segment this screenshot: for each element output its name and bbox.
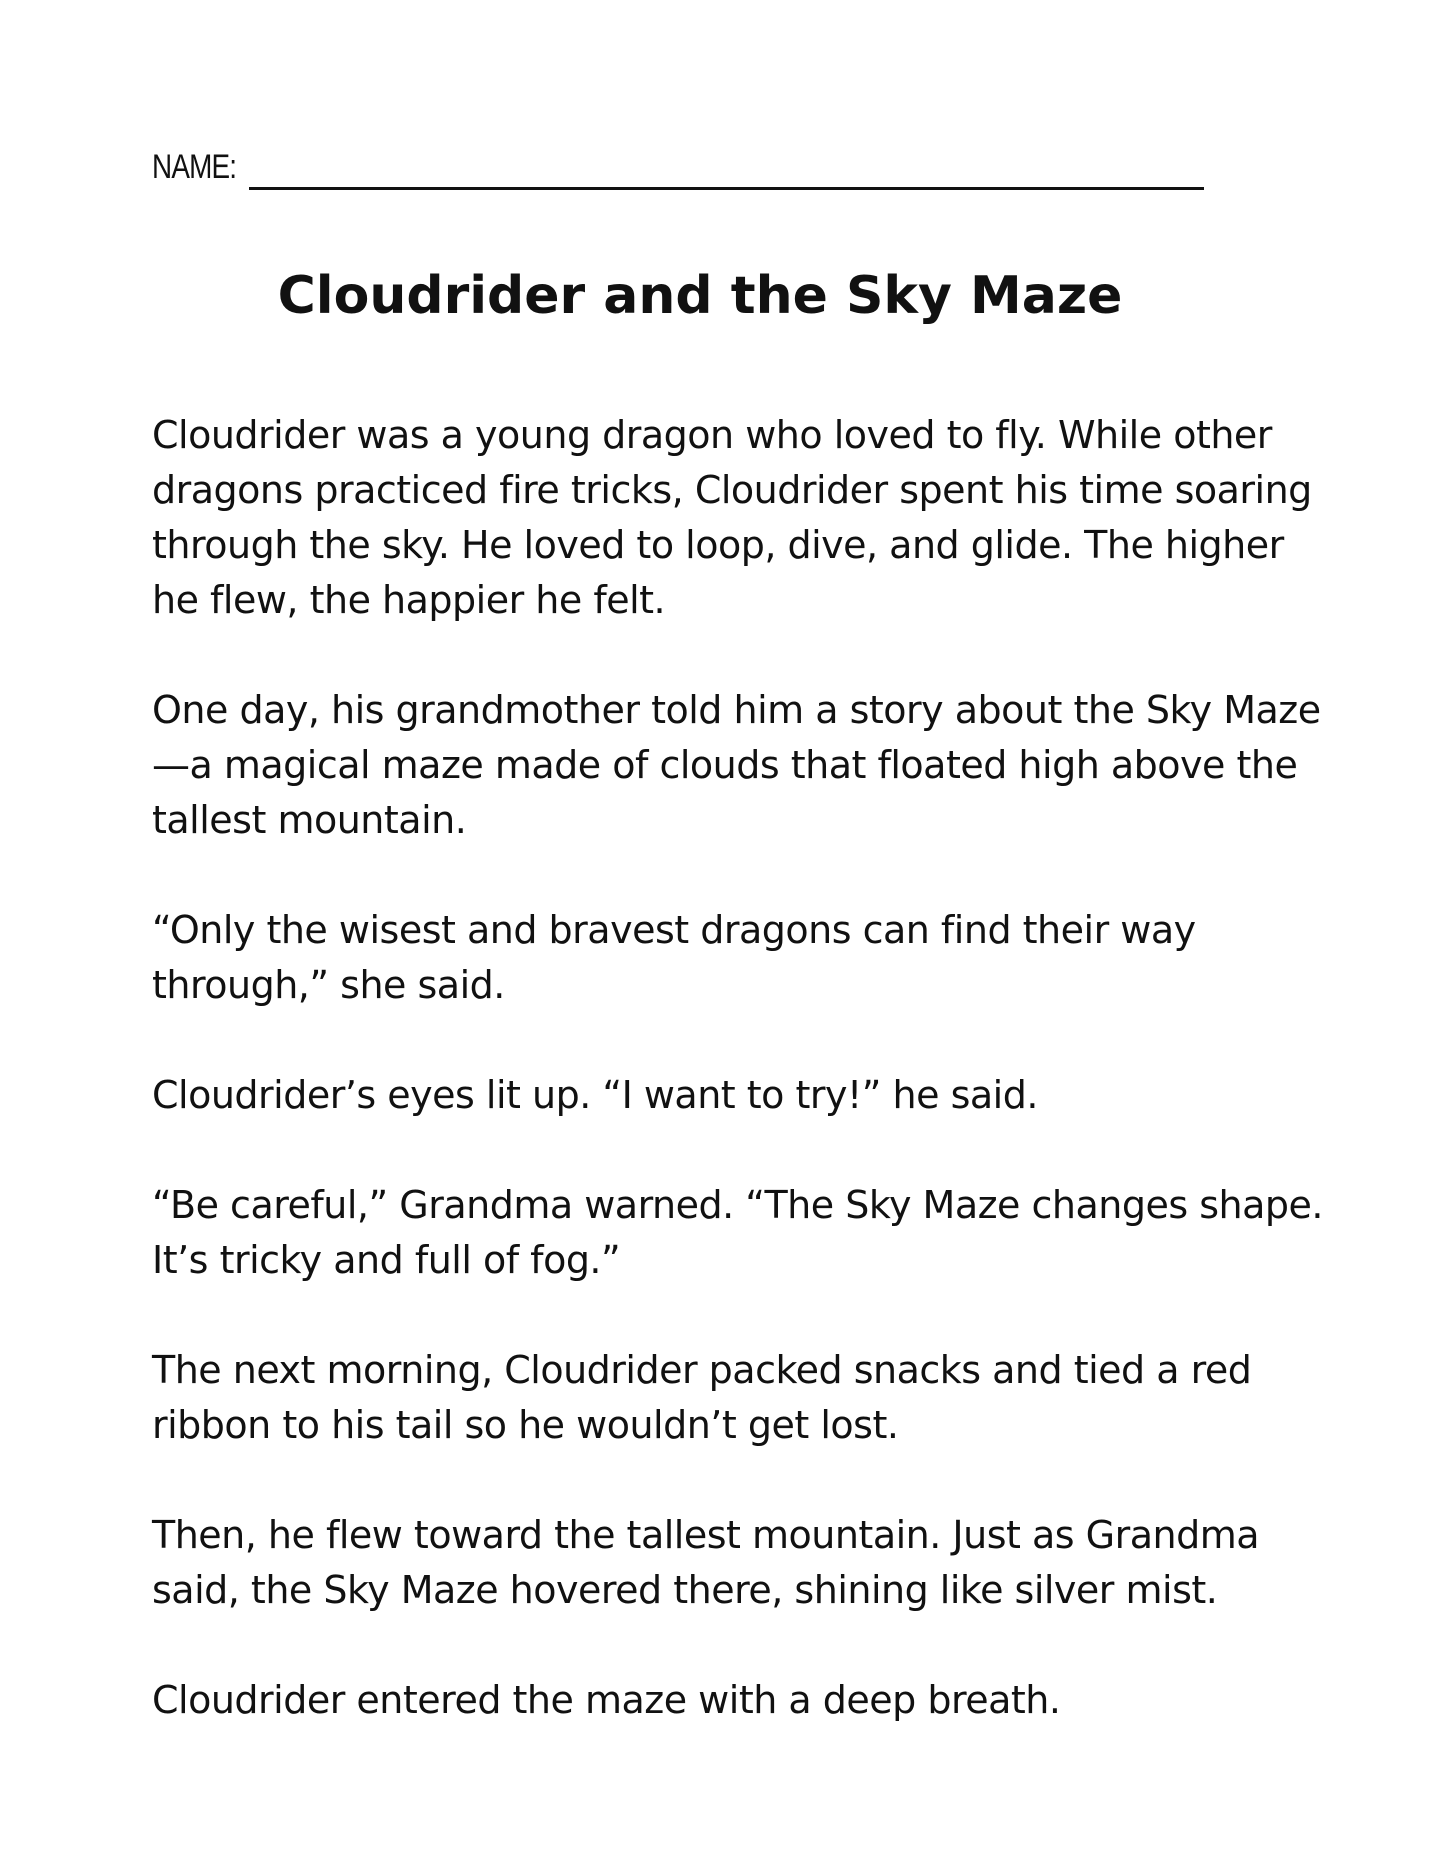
story-paragraph: “Be careful,” Grandma warned. “The Sky Maze changes shape. It’s tricky and full of fog.” <box>152 1183 1323 1282</box>
story-body <box>152 408 1327 1783</box>
name-blank-line[interactable] <box>249 187 1204 190</box>
story-paragraph: Cloudrider entered the maze with a deep breath. <box>152 1678 1061 1722</box>
story-paragraph: The next morning, Cloudrider packed snacks and tied a red ribbon to his tail so he wouldn’t get lost. <box>152 1348 1252 1447</box>
name-label: NAME: <box>152 148 237 186</box>
story-paragraph: Then, he flew toward the tallest mountain. Just as Grandma said, the Sky Maze hovered there, shining like silver mist. <box>152 1513 1260 1612</box>
name-field <box>152 150 1204 184</box>
story-paragraph: Cloudrider’s eyes lit up. “I want to try!” he said. <box>152 1073 1038 1117</box>
story-paragraph: “Only the wisest and bravest dragons can find their way through,” she said. <box>152 908 1196 1007</box>
story-paragraph: One day, his grandmother told him a story about the Sky Maze—a magical maze made of clouds that floated high above the tallest mountain. <box>152 688 1321 842</box>
story-title: Cloudrider and the Sky Maze <box>277 266 1123 326</box>
story-paragraph: Cloudrider was a young dragon who loved to fly. While other dragons practiced fire tricks, Cloudrider spent his time soaring through the sky. He loved to loop, dive, and glide. The higher he flew, the happier he felt. <box>152 413 1312 622</box>
